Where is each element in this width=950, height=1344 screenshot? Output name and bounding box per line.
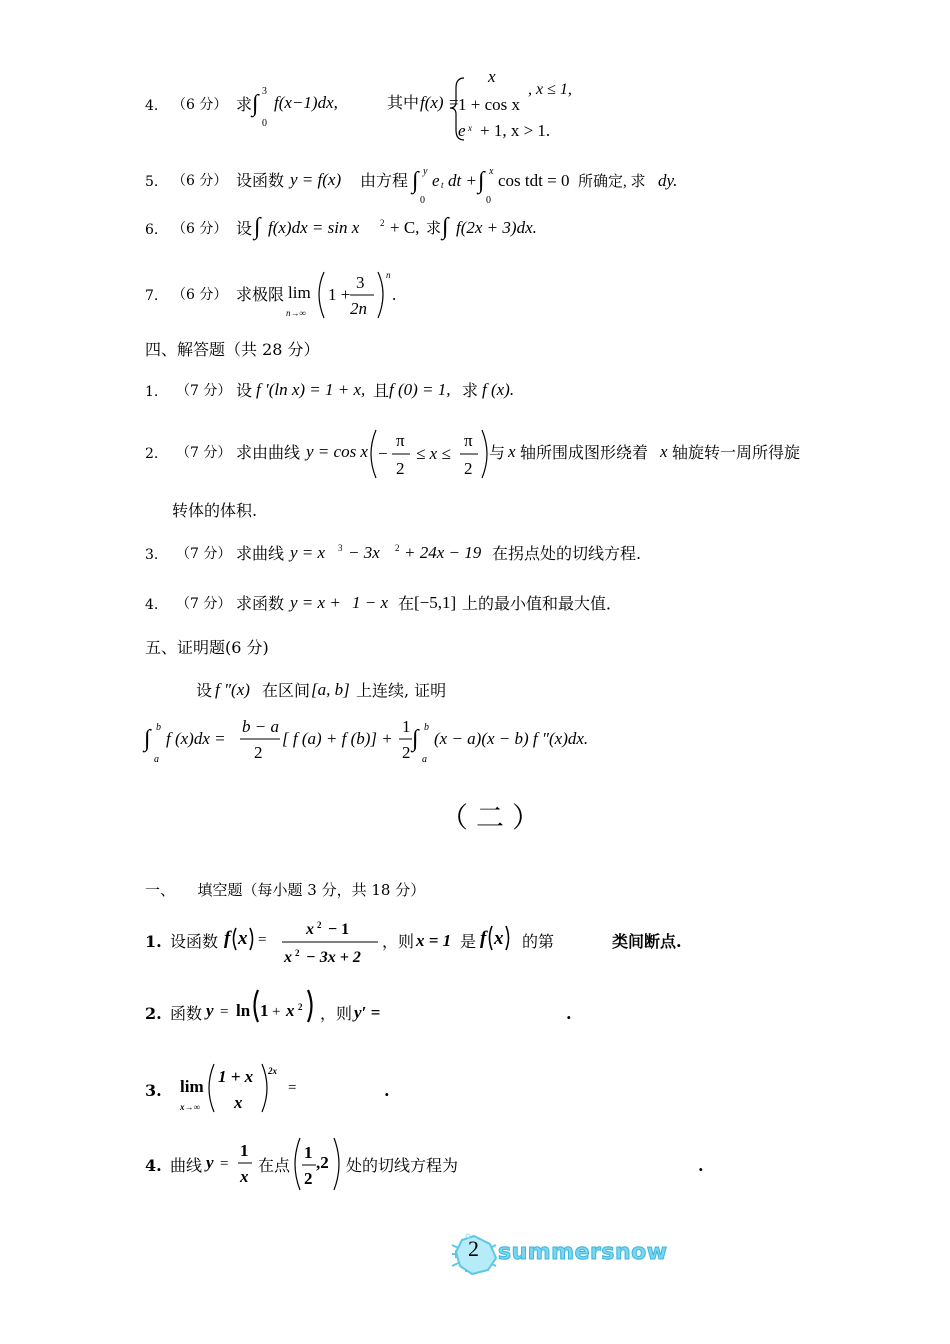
svg-text:n: n [386, 270, 391, 280]
svg-text:f(2x + 3)dx.: f(2x + 3)dx. [456, 218, 537, 237]
svg-text:2: 2 [464, 459, 473, 478]
svg-text:2: 2 [298, 1002, 303, 1012]
svg-text:求: 求 [426, 221, 442, 237]
section5-text3: 上连续, 证明 [356, 681, 447, 700]
svg-text:2: 2 [254, 743, 263, 762]
p4q4-number: 4. [145, 597, 159, 613]
svg-text:y = cos x: y = cos x [306, 442, 368, 461]
svg-text:x: x [284, 949, 292, 966]
p4q2-x2: x [660, 442, 668, 461]
svg-text:=: = [220, 1156, 229, 1172]
svg-text:3: 3 [262, 86, 267, 97]
p4q2-score: （7 分） [176, 445, 232, 461]
section4-heading: 四、解答题（共 28 分） [145, 340, 320, 359]
p2q1-fx2 [478, 920, 524, 952]
q7-text1: 求极限 [236, 285, 285, 304]
p4q3-text2: 在拐点处的切线方程. [492, 544, 642, 563]
svg-text:=: = [288, 1080, 297, 1096]
svg-text:2: 2 [395, 543, 400, 553]
svg-text:π: π [396, 431, 405, 450]
p4q2-number: 2. [145, 446, 159, 462]
svg-text:1: 1 [402, 717, 411, 736]
p2q3-end: . [384, 1081, 390, 1100]
q5-number: 5. [145, 174, 159, 190]
p4q1-expr2: f (0) = 1, [389, 380, 451, 399]
p2q1-text4: 的第 [522, 932, 555, 951]
svg-text:2n: 2n [350, 299, 367, 318]
svg-text:f(x−1)dx,: f(x−1)dx, [274, 93, 338, 112]
p4q1-expr3: f (x). [482, 380, 515, 399]
q6-number: 6. [145, 222, 159, 238]
p2q4-text2: 在点 [258, 1156, 291, 1175]
p4q4-text1: 求函数 [236, 594, 285, 613]
q5-text2: 由方程 [360, 171, 409, 190]
svg-text:, x ≤ 1,: , x ≤ 1, [528, 81, 572, 98]
svg-text:+ C,: + C, [390, 218, 420, 237]
svg-text:∫: ∫ [442, 214, 449, 240]
p4q4-expr3: [−5,1] [414, 593, 457, 612]
q6-formula [254, 204, 574, 244]
svg-text:f(x) =: f(x) = [420, 93, 460, 112]
svg-text:1: 1 [304, 1143, 313, 1162]
section5-expr1: f ″(x) [215, 680, 250, 699]
svg-text:=: = [220, 1004, 229, 1020]
svg-text:lim: lim [180, 1077, 204, 1096]
svg-text:3: 3 [356, 273, 365, 292]
svg-text:∫: ∫ [412, 168, 419, 194]
svg-text:∫: ∫ [412, 726, 419, 752]
p2q2-end: . [566, 1004, 572, 1023]
p2q1-number: 1. [145, 932, 162, 951]
p4q3-text1: 求曲线 [236, 544, 285, 563]
p4q4-expr1: y = x + [290, 593, 341, 612]
svg-text:[ f (a) + f (b)] +: [ f (a) + f (b)] + [282, 729, 393, 748]
svg-text:f(x)dx = sin x: f(x)dx = sin x [268, 218, 360, 237]
p2q4-number: 4. [145, 1156, 162, 1175]
svg-text:f: f [224, 928, 231, 949]
q4-formula [252, 67, 572, 144]
part2-heading: 一、 填空题（每小题 3 分，共 18 分） [145, 881, 426, 899]
p2q1-text1: 设函数 [170, 932, 219, 951]
q6-text1: 设 [236, 219, 253, 238]
section5-text2: 在区间 [262, 681, 311, 700]
svg-text:∫: ∫ [144, 726, 151, 752]
svg-text:2: 2 [295, 948, 300, 958]
svg-text:,2: ,2 [316, 1153, 329, 1172]
svg-text:x: x [489, 166, 494, 177]
svg-text:x: x [240, 1167, 249, 1186]
p4q3-number: 3. [145, 547, 159, 563]
svg-text:− 3x: − 3x [348, 543, 380, 562]
svg-text:+: + [272, 1004, 281, 1020]
p2q4-end: . [698, 1156, 704, 1175]
p4q1-text1: 设 [236, 381, 253, 400]
part-title: （二） [440, 801, 549, 834]
p2q2-formula [204, 984, 334, 1028]
p4q4-expr2: 1 − x [352, 593, 389, 612]
p2q1-formula [222, 912, 392, 968]
svg-text:y: y [206, 1001, 214, 1020]
q7-score: （6 分） [172, 287, 228, 303]
p2q4-point [290, 1136, 344, 1192]
svg-text:f: f [480, 928, 487, 949]
p4q1-expr1: f ′(ln x) = 1 + x, [256, 380, 366, 399]
svg-text:x: x [494, 928, 504, 949]
svg-text:f (x)dx =: f (x)dx = [166, 729, 226, 748]
q6-score: （6 分） [172, 221, 228, 237]
svg-text:x: x [306, 921, 314, 938]
svg-text:≤ x ≤: ≤ x ≤ [416, 444, 451, 463]
p2q1-text3: 是 [460, 932, 477, 951]
q5-formula [412, 160, 678, 206]
svg-text:(x − a)(x − b) f ″(x)dx.: (x − a)(x − b) f ″(x)dx. [434, 729, 589, 748]
svg-text:y = x: y = x [290, 543, 326, 562]
section5-formula [144, 712, 614, 770]
p2q3-number: 3. [145, 1081, 162, 1100]
q5-text1: 设函数 [236, 171, 285, 190]
svg-text:a: a [154, 754, 159, 765]
svg-text:x: x [238, 928, 248, 949]
svg-text:e: e [432, 171, 440, 190]
p2q2-text1: 函数 [170, 1004, 203, 1023]
p4q4-text2: 在 [398, 594, 415, 613]
svg-text:x→∞: x→∞ [180, 1102, 200, 1112]
p4q4-score: （7 分） [176, 596, 232, 612]
p2q3-formula [178, 1060, 318, 1116]
svg-text:1 + x: 1 + x [218, 1067, 254, 1086]
svg-text:.: . [392, 285, 397, 304]
p2q4-text1: 曲线 [170, 1156, 203, 1175]
q4-text: 求 [236, 95, 253, 114]
svg-text:2x: 2x [268, 1066, 277, 1076]
svg-text:dy.: dy. [658, 171, 678, 190]
section5-text1: 设 [196, 681, 213, 700]
svg-text:0: 0 [420, 195, 425, 206]
p4q2-cont: 转体的体积. [172, 501, 258, 520]
svg-text:0: 0 [262, 118, 267, 129]
svg-text:2: 2 [304, 1169, 313, 1188]
p2q2-text2: ，则 [320, 1004, 353, 1023]
svg-text:2: 2 [402, 743, 411, 762]
svg-text:cos tdt = 0: cos tdt = 0 [498, 171, 570, 190]
svg-text:x: x [286, 1001, 295, 1020]
section5-heading: 五、证明题(6 分) [145, 638, 269, 657]
svg-text:2: 2 [396, 459, 405, 478]
svg-text:1: 1 [240, 1141, 249, 1160]
p2q4-formula [204, 1136, 258, 1188]
page-number: 2 [468, 1236, 479, 1261]
watermark-text: summersnow [498, 1240, 668, 1265]
svg-text:y: y [206, 1153, 214, 1172]
q4-score: （6 分） [172, 97, 228, 113]
p4q2-x1: x [508, 442, 516, 461]
svg-text:+ 1, x > 1.: + 1, x > 1. [480, 121, 551, 140]
p4q2-formula [304, 426, 494, 482]
svg-text:ln: ln [236, 1001, 251, 1020]
svg-text:n→∞: n→∞ [286, 308, 306, 318]
p2q2-expr2: y′ = [354, 1003, 381, 1022]
p4q1-number: 1. [145, 384, 159, 400]
q5-expr1: y = f(x) [290, 170, 342, 189]
q5-score: （6 分） [172, 173, 228, 189]
svg-text:其中: 其中 [387, 95, 420, 112]
svg-text:b: b [424, 722, 429, 733]
p4q2-text4: 轴旋转一周所得旋 [672, 443, 801, 462]
svg-text:e: e [458, 121, 466, 140]
svg-text:∫: ∫ [254, 214, 261, 240]
p2q1-text5: 类间断点. [612, 932, 682, 951]
svg-text:x: x [234, 1093, 243, 1112]
p4q2-text2: 与 [489, 443, 506, 462]
p4q3-formula [288, 538, 498, 566]
p4q3-score: （7 分） [176, 546, 232, 562]
svg-text:3: 3 [338, 543, 343, 553]
svg-text:0: 0 [486, 195, 491, 206]
svg-text:lim: lim [288, 283, 311, 302]
svg-text:=: = [258, 932, 267, 948]
section5-expr2: [a, b] [311, 680, 350, 699]
svg-text:1: 1 [260, 1001, 269, 1020]
p4q2-text3: 轴所围成图形绕着 [520, 443, 649, 462]
svg-text:b − a: b − a [242, 717, 279, 736]
svg-text:− 3x + 2: − 3x + 2 [306, 949, 361, 966]
svg-text:π: π [464, 431, 473, 450]
svg-text:t: t [441, 180, 444, 190]
svg-text:所确定, 求: 所确定, 求 [578, 174, 646, 190]
p2q1-text2: ，则 [382, 932, 415, 951]
svg-text:−: − [378, 444, 388, 463]
svg-text:y: y [423, 166, 428, 177]
q7-formula [286, 268, 416, 324]
svg-text:b: b [156, 722, 161, 733]
p4q4-text3: 上的最小值和最大值． [462, 594, 623, 613]
svg-text:+ 24x − 19: + 24x − 19 [404, 543, 482, 562]
svg-text:∫: ∫ [252, 91, 259, 117]
svg-text:1 +: 1 + [328, 285, 351, 304]
q4-number: 4. [145, 98, 159, 114]
svg-text:∫: ∫ [478, 168, 485, 194]
svg-text:− 1: − 1 [328, 921, 350, 938]
svg-text:1 + cos x: 1 + cos x [458, 95, 520, 114]
p2q4-text3: 处的切线方程为 [346, 1156, 459, 1175]
svg-text:2: 2 [380, 218, 385, 228]
p4q1-text2: 且 [373, 381, 390, 400]
svg-text:2: 2 [317, 920, 322, 930]
p4q1-score: （7 分） [176, 383, 232, 399]
p2q1-expr: x = 1 [416, 931, 452, 950]
p4q1-text3: 求 [462, 381, 479, 400]
p2q2-number: 2. [145, 1004, 162, 1023]
svg-text:dt +: dt + [448, 171, 477, 190]
q7-number: 7. [145, 288, 159, 304]
p4q2-text1: 求由曲线 [236, 443, 301, 462]
svg-text:x: x [488, 67, 496, 86]
svg-text:x: x [468, 123, 472, 133]
svg-text:a: a [422, 754, 427, 765]
